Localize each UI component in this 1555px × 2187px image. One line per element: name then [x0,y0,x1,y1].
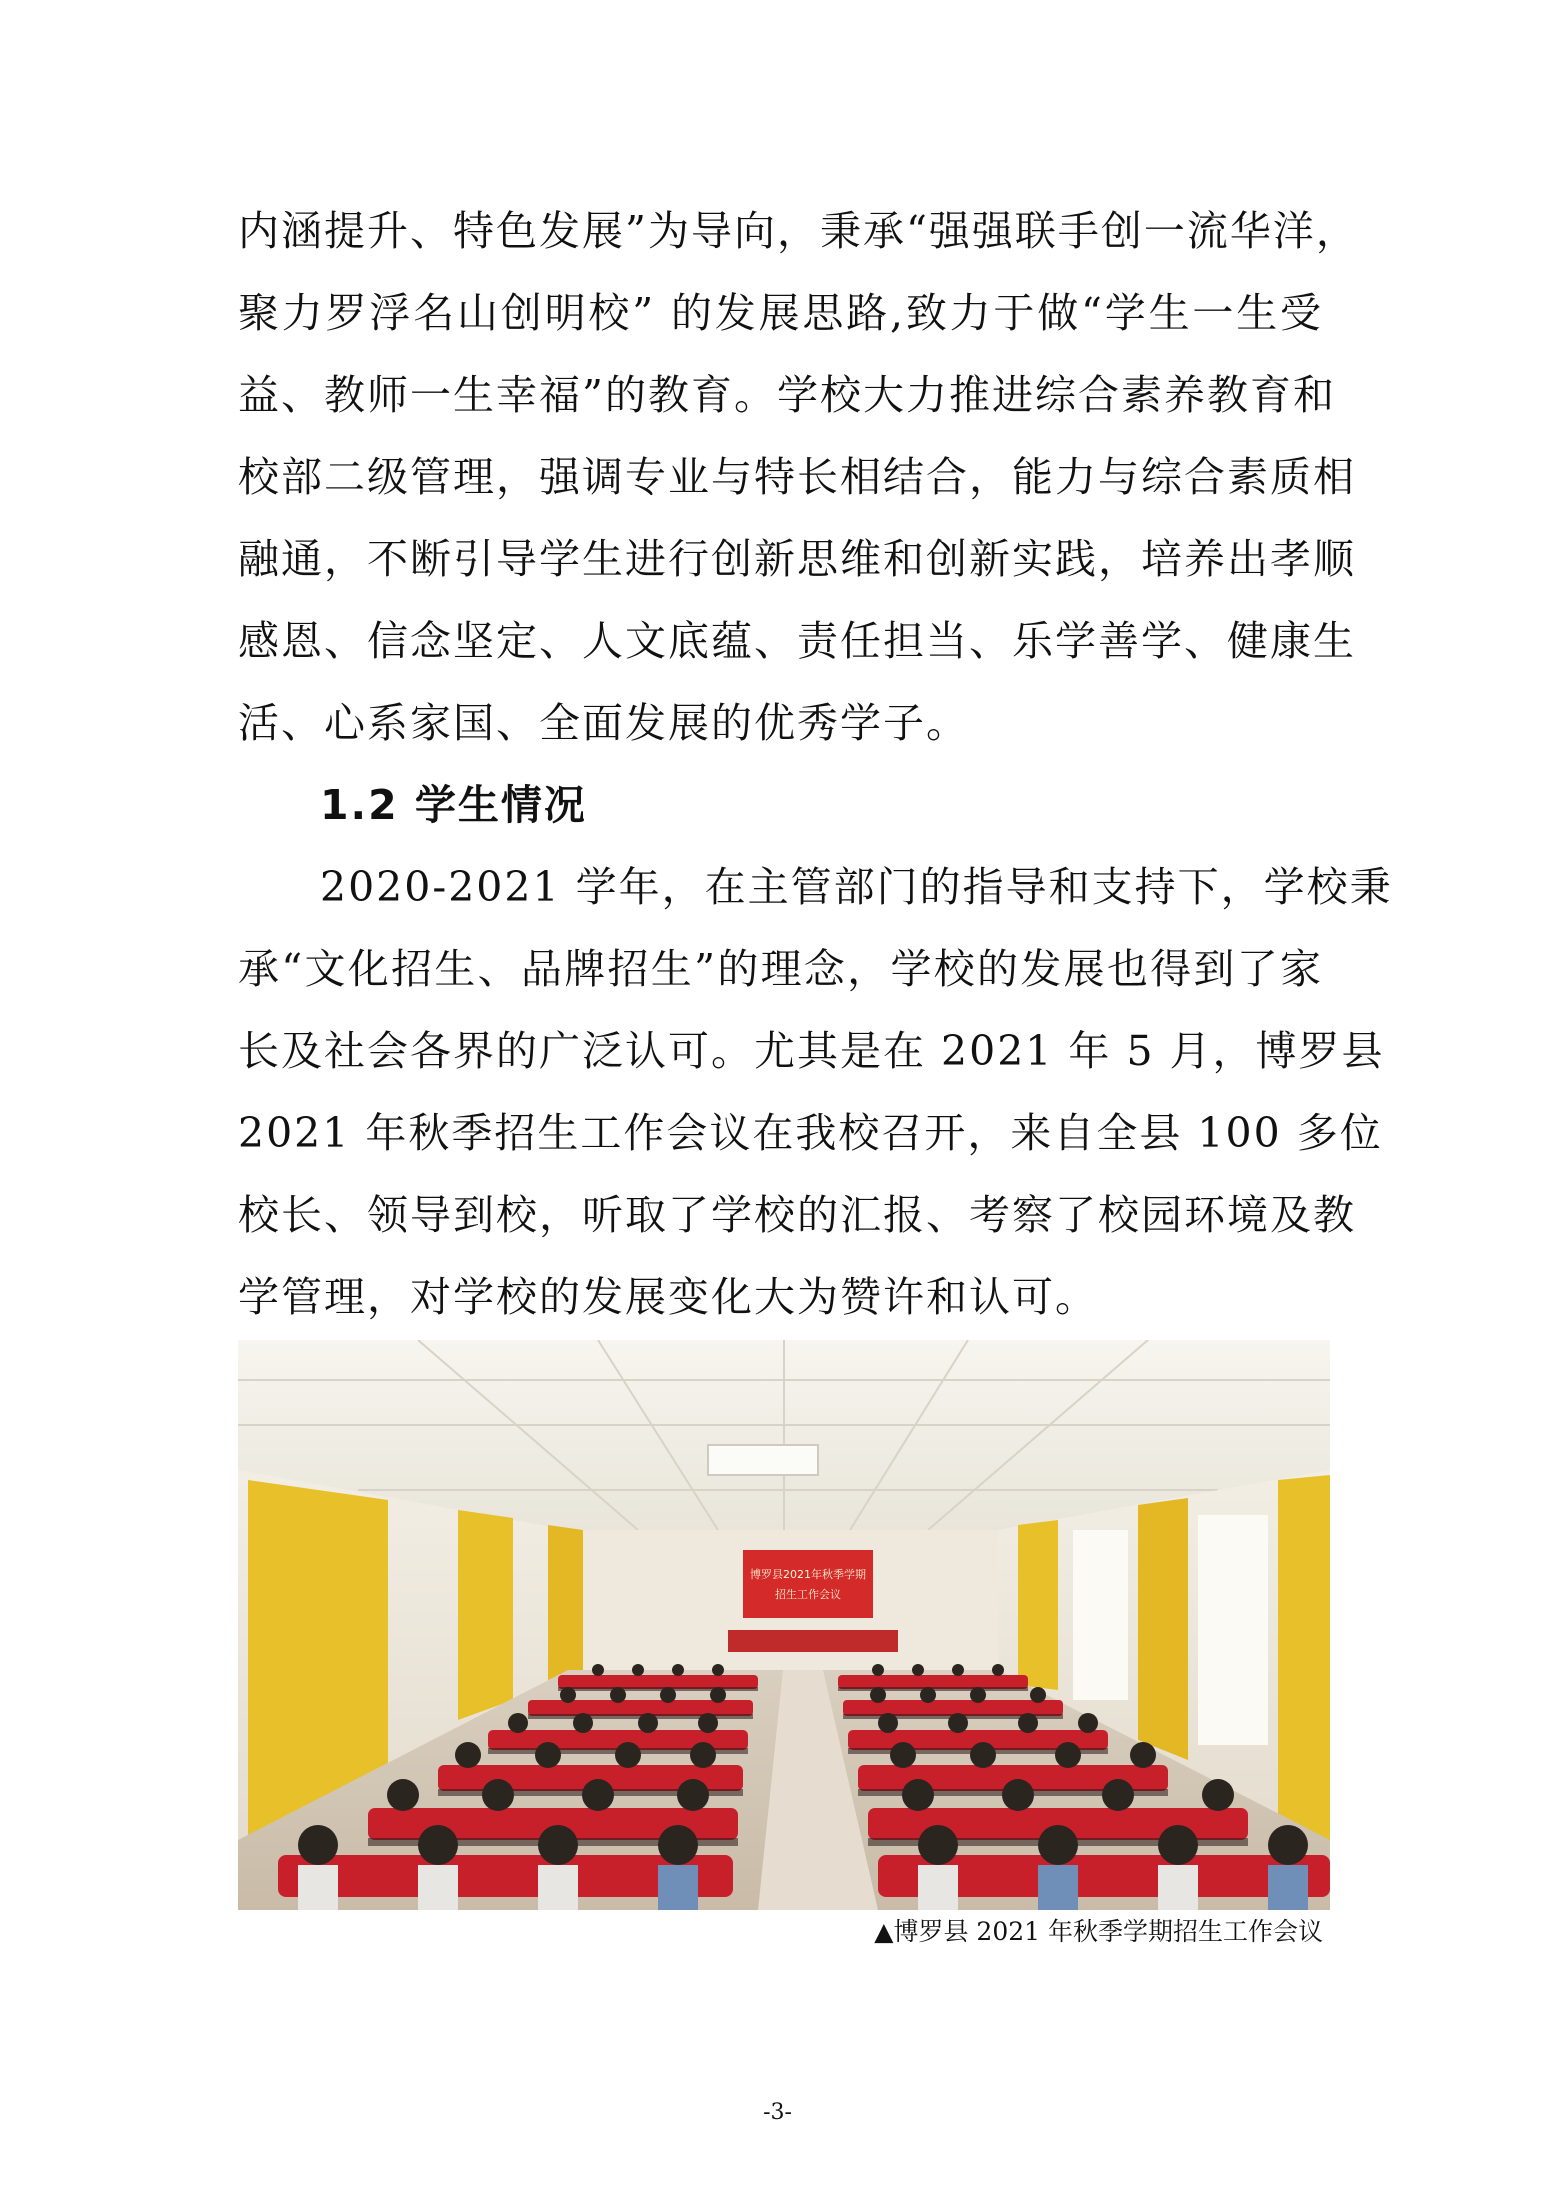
paragraph-line: 学管理，对学校的发展变化大为赞许和认可。 [238,1273,1098,1321]
paragraph-line: 内涵提升、特色发展”为导向，秉承“强强联手创一流华洋， [238,207,1359,255]
figure-caption: ▲博罗县 2021 年秋季学期招生工作会议 [874,1917,1323,1946]
paragraph-line: 2020-2021 学年，在主管部门的指导和支持下，学校秉 [320,863,1393,911]
paragraph-line: 融通，不断引导学生进行创新思维和创新实践，培养出孝顺 [238,535,1356,583]
banner-line-2: 招生工作会议 [775,1588,841,1601]
meeting-hall-illustration [238,1340,1330,1910]
paragraph-line: 校部二级管理，强调专业与特长相结合，能力与综合素质相 [238,453,1356,501]
paragraph-line: 2021 年秋季招生工作会议在我校召开，来自全县 100 多位 [238,1109,1383,1157]
meeting-photo [238,1340,1330,1910]
paragraph-line: 感恩、信念坚定、人文底蕴、责任担当、乐学善学、健康生 [238,617,1356,665]
paragraph-line: 聚力罗浮名山创明校” 的发展思路,致力于做“学生一生受 [238,289,1323,337]
paragraph-line: 承“文化招生、品牌招生”的理念，学校的发展也得到了家 [238,945,1323,993]
banner-line-1: 博罗县2021年秋季学期 [750,1568,866,1581]
paragraph-line: 活、心系家国、全面发展的优秀学子。 [238,699,969,747]
paragraph-line: 益、教师一生幸福”的教育。学校大力推进综合素养教育和 [238,371,1336,419]
page-number: -3- [763,2100,792,2125]
section-heading: 1.2 学生情况 [320,781,587,829]
paragraph-line: 校长、领导到校，听取了学校的汇报、考察了校园环境及教 [238,1191,1356,1239]
paragraph-line: 长及社会各界的广泛认可。尤其是在 2021 年 5 月，博罗县 [238,1027,1385,1075]
